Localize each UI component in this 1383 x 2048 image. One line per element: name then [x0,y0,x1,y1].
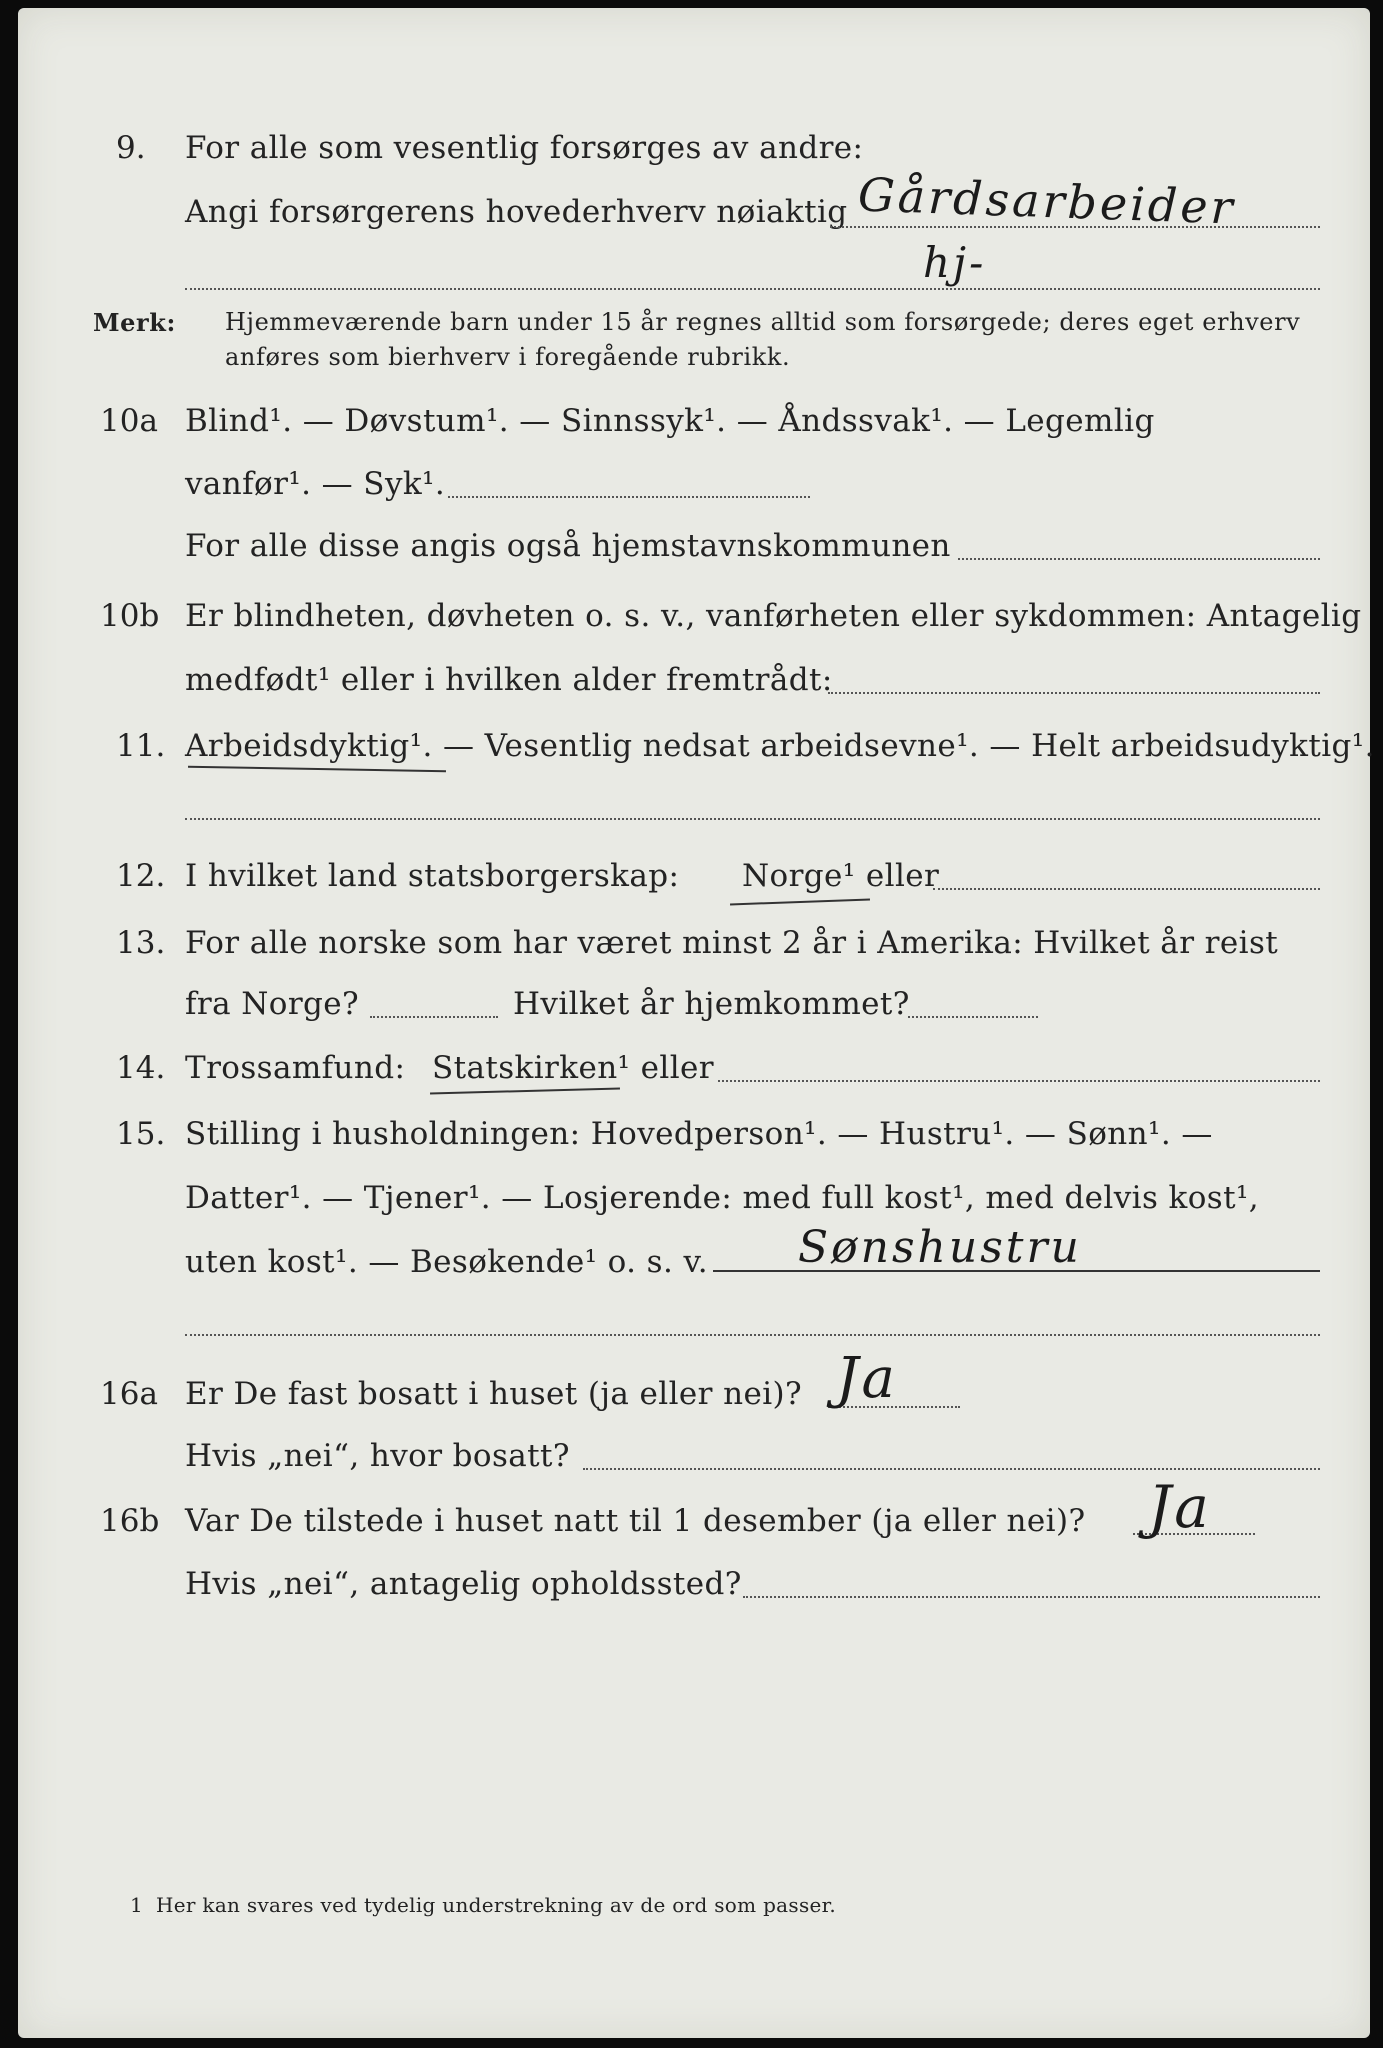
q10a-hometown-line[interactable] [958,558,1320,560]
q16b-line2: Hvis „nei“, antagelig opholdssted? [185,1566,742,1602]
q12-option-norge: Norge¹ eller [742,858,940,894]
item-number-12: 12. [116,858,166,894]
item-number-14: 14. [116,1050,166,1086]
q15-line2: Datter¹. — Tjener¹. — Losjerende: med full kost¹, med delvis kost¹, [185,1180,1260,1216]
q12-answer-line[interactable] [933,888,1320,890]
q9-line1: For alle som vesentlig forsørges av andre: [185,130,864,166]
q12-underline-mark [730,899,870,906]
q11-underline-mark [188,766,446,773]
q13-departure-year-line[interactable] [370,1016,498,1018]
q9-answer-line-2[interactable] [185,288,1320,290]
item-number-16b: 16b [100,1503,160,1539]
q15-handwritten-answer: Sønshustru [798,1222,1082,1273]
q15-line1: Stilling i husholdningen: Hovedperson¹. — Hustru¹. — Sønn¹. — [185,1116,1213,1152]
q13-line2b: Hvilket år hjemkommet? [513,986,910,1022]
footnote-text: Her kan svares ved tydelig understrekning av de ord som passer. [156,1893,836,1917]
note-line2: anføres som bierhverv i foregående rubrikk. [225,343,791,371]
q16b-line1: Var De tilstede i huset natt til 1 desember (ja eller nei)? [185,1503,1086,1539]
q13-line1: For alle norske som har været minst 2 år i Amerika: Hvilket år reist [185,925,1279,961]
q11-answer-line[interactable] [185,818,1320,820]
item-number-13: 13. [116,925,166,961]
q16b-handwritten-answer: Ja [1148,1473,1212,1541]
q16a-handwritten-answer: Ja [836,1346,898,1411]
q9-handwritten-answer-2: hj- [923,238,987,287]
q13-line2a: fra Norge? [185,986,360,1022]
item-number-16a: 16a [100,1376,158,1412]
q10b-line2: medfødt¹ eller i hvilken alder fremtrådt: [185,662,833,698]
q10a-line1: Blind¹. — Døvstum¹. — Sinnssyk¹. — Åndssvak¹. — Legemlig [185,403,1155,439]
q15-line3: uten kost¹. — Besøkende¹ o. s. v. [185,1244,708,1280]
q9-handwritten-answer: Gårdsarbeider [857,167,1237,235]
q10b-answer-line[interactable] [828,692,1320,694]
item-number-9: 9. [116,130,146,166]
q16b-location-line[interactable] [743,1596,1320,1598]
q11-line1: Arbeidsdyktig¹. — Vesentlig nedsat arbeidsevne¹. — Helt arbeidsudyktig¹. [185,728,1375,764]
q16a-line1: Er De fast bosatt i huset (ja eller nei)? [185,1376,803,1412]
census-form-page [18,8,1375,2038]
note-line1: Hjemmeværende barn under 15 år regnes alltid som forsørgede; deres eget erhverv [225,308,1301,336]
q12-line1: I hvilket land statsborgerskap: [185,858,680,894]
q14-answer-line[interactable] [718,1080,1320,1082]
q16a-residence-line[interactable] [583,1468,1320,1470]
q10a-line3: For alle disse angis også hjemstavnskommunen [185,528,951,564]
footnote-marker: 1 [130,1893,144,1917]
q10a-line2: vanfør¹. — Syk¹. [185,466,446,502]
q14-option-statskirken: Statskirken¹ eller [432,1050,714,1086]
q10a-answer-line[interactable] [448,496,810,498]
note-label: Merk: [93,308,176,337]
item-number-10b: 10b [100,598,160,634]
item-number-11: 11. [116,728,166,764]
item-number-15: 15. [116,1116,166,1152]
q16a-line2: Hvis „nei“, hvor bosatt? [185,1438,570,1474]
item-number-10a: 10a [100,403,158,439]
q9-line2: Angi forsørgerens hovederhverv nøiaktig [185,194,848,230]
q13-return-year-line[interactable] [908,1016,1038,1018]
q14-underline-mark [430,1088,620,1095]
q14-line1: Trossamfund: [185,1050,406,1086]
q10b-line1: Er blindheten, døvheten o. s. v., vanførheten eller sykdommen: Antagelig [185,598,1362,634]
q15-answer-line-2[interactable] [185,1334,1320,1336]
